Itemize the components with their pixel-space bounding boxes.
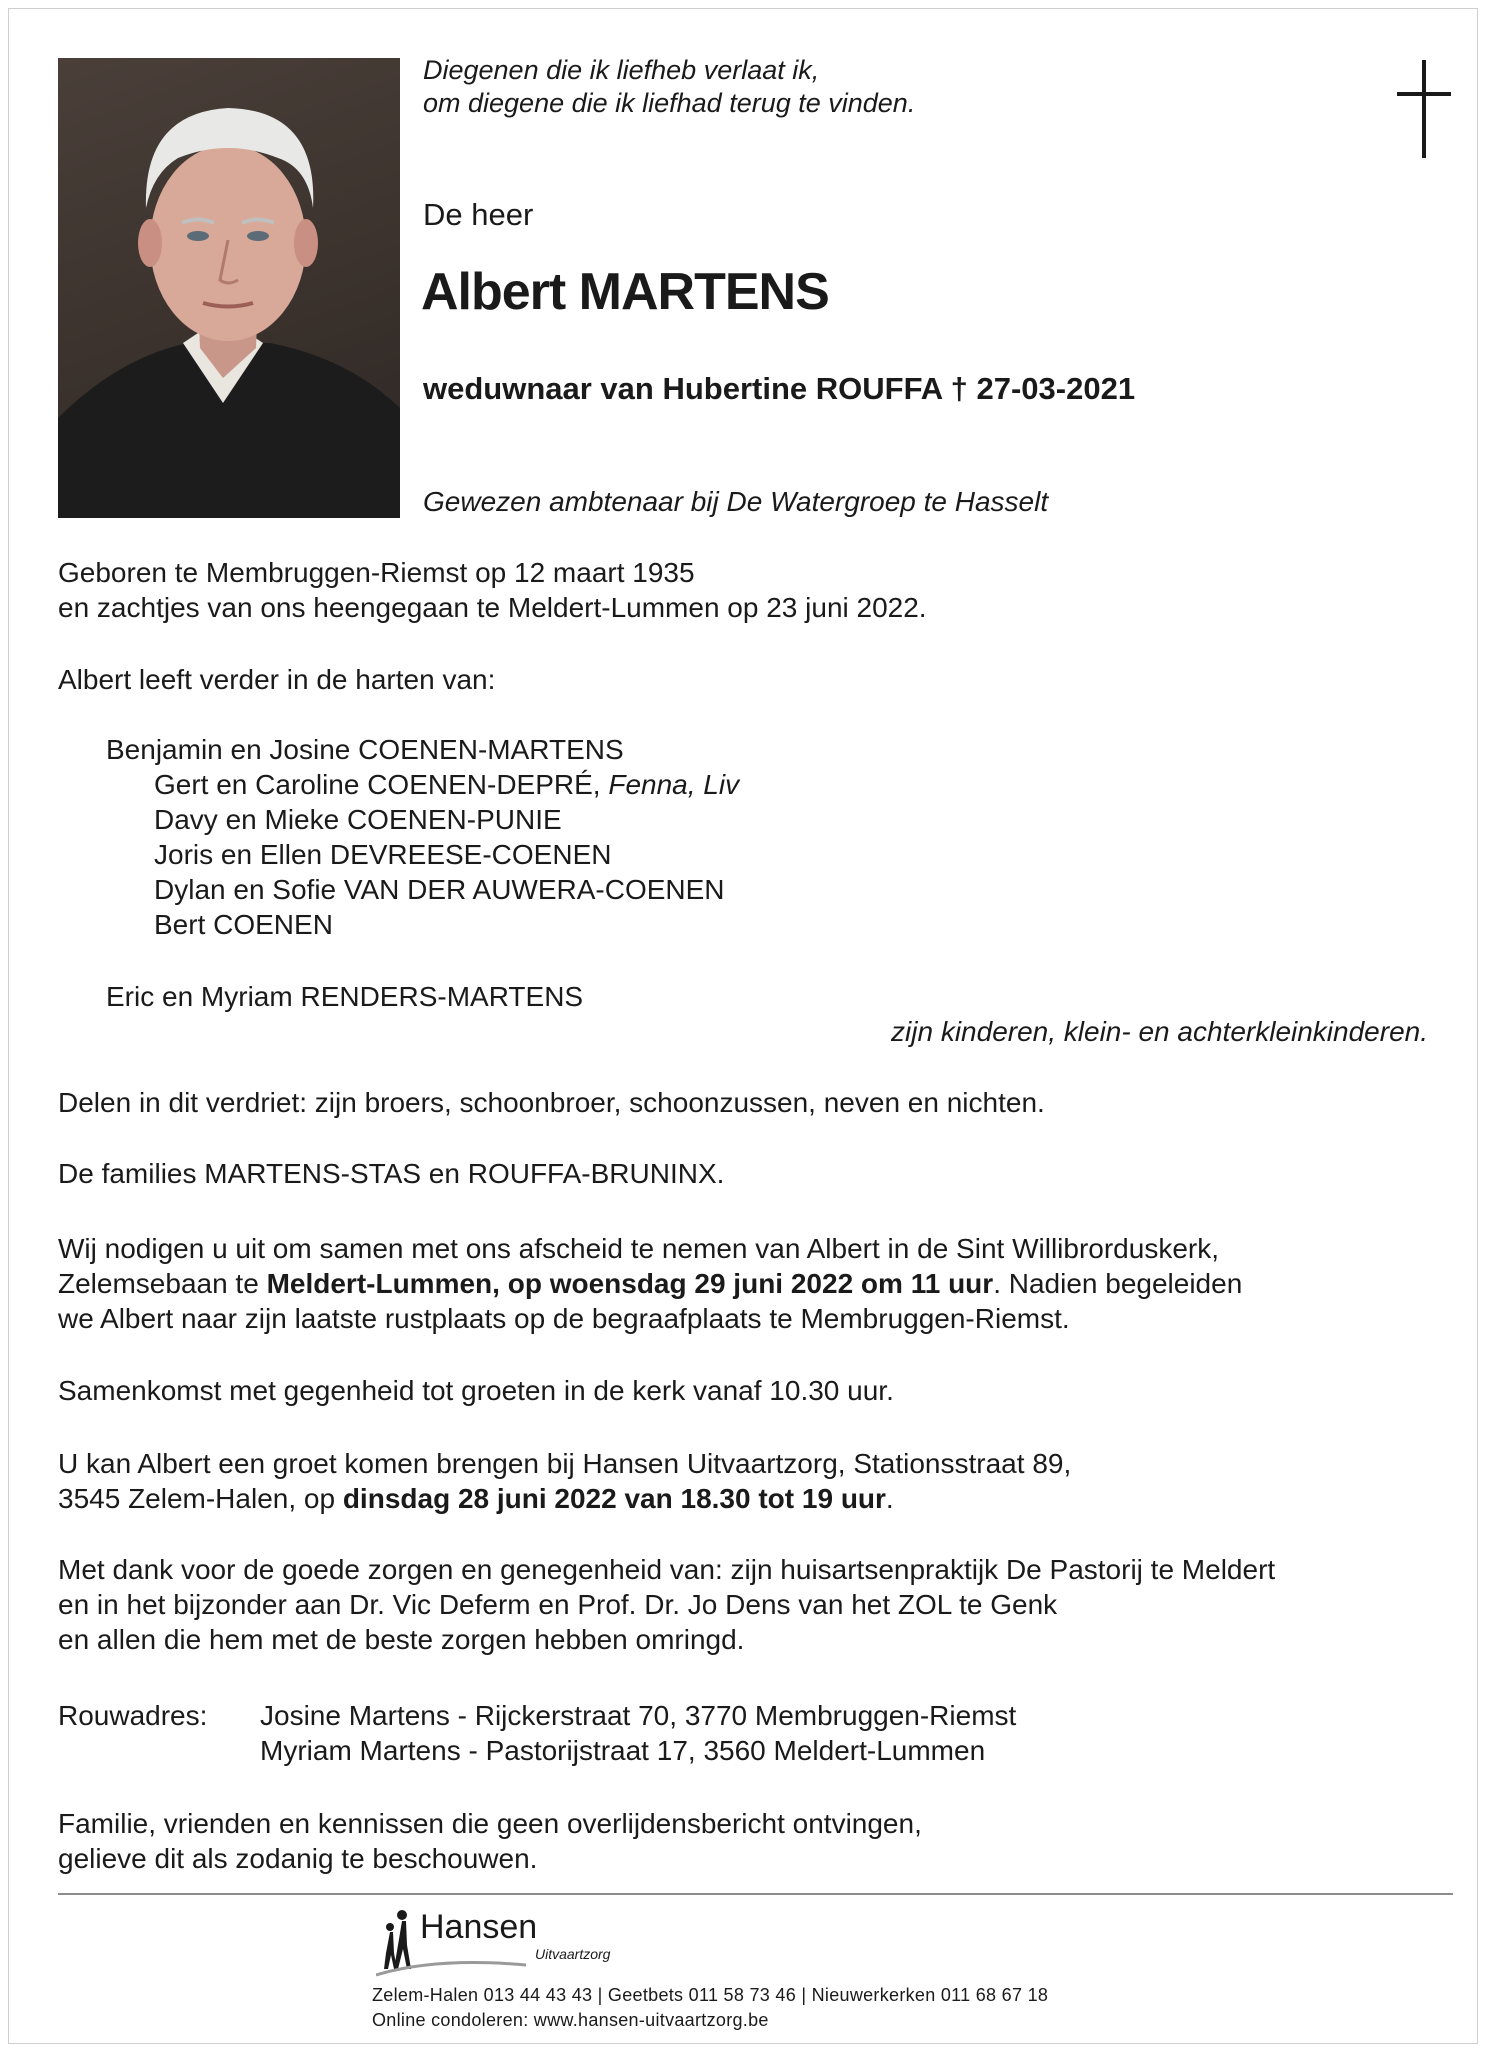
death-line: en zachtjes van ons heengegaan te Meldert-Lummen op 23 juni 2022. <box>58 592 927 623</box>
visit-line: U kan Albert een groet komen brengen bij Hansen Uitvaartzorg, Stationsstraat 89, <box>58 1448 1072 1479</box>
quote-line: Diegenen die ik liefheb verlaat ik, <box>423 55 820 85</box>
portrait-photo <box>58 58 400 518</box>
footer-divider <box>58 1893 1453 1895</box>
widower-line: weduwnaar van Hubertine ROUFFA † 27-03-2021 <box>423 371 1136 406</box>
thanks-line: en allen die hem met de beste zorgen hebben omringd. <box>58 1624 745 1655</box>
closing-line: Familie, vrienden en kennissen die geen overlijdensbericht ontvingen, <box>58 1808 922 1839</box>
birth-line: Geboren te Membruggen-Riemst op 12 maart 1935 <box>58 557 695 588</box>
cross-icon <box>1395 60 1455 160</box>
child-2: Eric en Myriam RENDERS-MARTENS <box>106 981 584 1012</box>
grandchild-row: Dylan en Sofie VAN DER AUWERA-COENEN <box>154 874 725 905</box>
grandchild-row: Davy en Mieke COENEN-PUNIE <box>154 804 562 835</box>
visit-line <box>58 1481 1071 1516</box>
grandchild-names: Gert en Caroline COENEN-DEPRÉ, <box>154 769 601 800</box>
visit-text: . <box>885 1483 894 1514</box>
visit-text: 3545 Zelem-Halen, op <box>58 1483 343 1514</box>
grandchildren-list <box>154 767 739 942</box>
grandchild-row <box>154 767 739 802</box>
closing-note <box>58 1806 922 1876</box>
gathering-line: Samenkomst met gegenheid tot groeten in de kerk vanaf 10.30 uur. <box>58 1375 894 1406</box>
logo-subtitle: Uitvaartzorg <box>535 1946 611 1962</box>
birth-info <box>58 555 927 625</box>
address-list <box>260 1698 1016 1768</box>
address-line: Josine Martens - Rijckerstraat 70, 3770 Membruggen-Riemst <box>260 1700 1017 1731</box>
ceremony-line: Wij nodigen u uit om samen met ons afscheid te nemen van Albert in de Sint Willibrorduskerk, <box>58 1233 1220 1264</box>
address-line: Myriam Martens - Pastorijstraat 17, 3560 Meldert-Lummen <box>260 1735 986 1766</box>
occupation: Gewezen ambtenaar bij De Watergroep te Hasselt <box>423 486 1049 517</box>
grandchild-row: Joris en Ellen DEVREESE-COENEN <box>154 839 612 870</box>
quote-line: om diegene die ik liefhad terug te vinden. <box>423 88 916 118</box>
ceremony-text: . Nadien begeleiden <box>993 1268 1243 1299</box>
thanks-line: en in het bijzonder aan Dr. Vic Deferm en Prof. Dr. Jo Dens van het ZOL te Genk <box>58 1589 1058 1620</box>
salutation: De heer <box>423 197 534 232</box>
ceremony-info <box>58 1231 1242 1336</box>
footer-online: Online condoleren: www.hansen-uitvaartzorg.be <box>372 2010 769 2030</box>
thanks-line: Met dank voor de goede zorgen en genegenheid van: zijn huisartsenpraktijk De Pastorij te Meldert <box>58 1554 1276 1585</box>
grandchild-row: Bert COENEN <box>154 909 333 940</box>
ceremony-date: Meldert-Lummen, op woensdag 29 juni 2022 om 11 uur <box>266 1268 994 1299</box>
address-label: Rouwadres: <box>58 1700 208 1731</box>
deceased-name: Albert MARTENS <box>421 263 829 321</box>
thanks-info <box>58 1552 1275 1657</box>
visit-date: dinsdag 28 juni 2022 van 18.30 tot 19 uur <box>342 1483 886 1514</box>
ceremony-line <box>58 1266 1242 1301</box>
sharing-line: Delen in dit verdriet: zijn broers, schoonbroer, schoonzussen, neven en nichten. <box>58 1087 1045 1118</box>
family-intro: Albert leeft verder in de harten van: <box>58 664 496 695</box>
child-1: Benjamin en Josine COENEN-MARTENS <box>106 734 624 765</box>
ceremony-line: we Albert naar zijn laatste rustplaats op de begraafplaats te Membruggen-Riemst. <box>58 1303 1070 1334</box>
footer-contacts: Zelem-Halen 013 44 43 43 | Geetbets 011 58 73 46 | Nieuwerkerken 011 68 67 18 <box>372 1985 1049 2005</box>
relation-line: zijn kinderen, klein- en achterkleinkinderen. <box>891 1016 1428 1047</box>
great-grandchildren: Fenna, Liv <box>608 769 740 800</box>
quote <box>423 54 915 120</box>
families-line: De families MARTENS-STAS en ROUFFA-BRUNINX. <box>58 1158 725 1189</box>
logo-name: Hansen <box>420 1908 538 1946</box>
ceremony-text: Zelemsebaan te <box>58 1268 267 1299</box>
visit-info <box>58 1446 1071 1516</box>
closing-line: gelieve dit als zodanig te beschouwen. <box>58 1843 538 1874</box>
